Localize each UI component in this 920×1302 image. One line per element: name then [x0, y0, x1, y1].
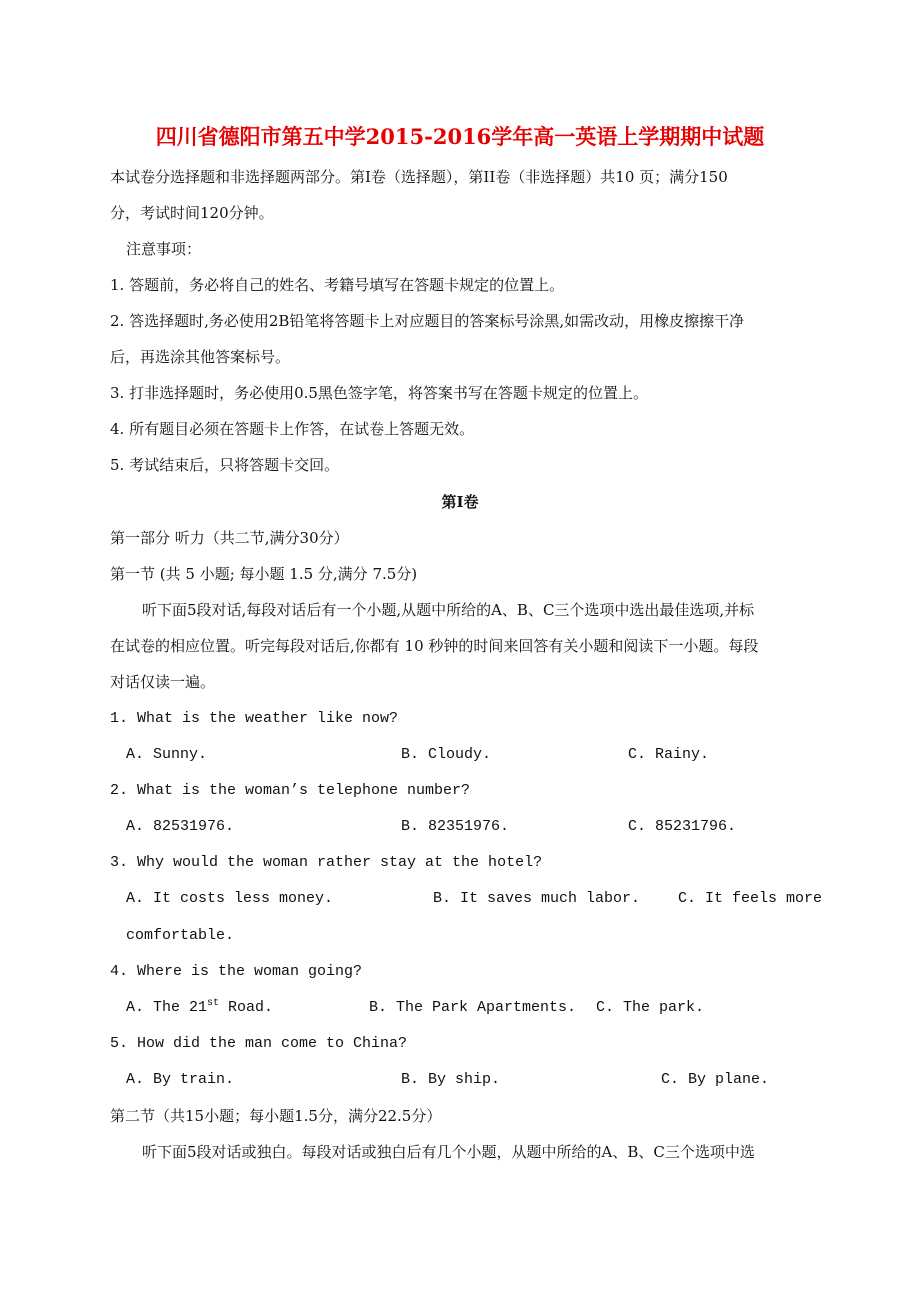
question-3-stem: 3. Why would the woman rather stay at the hotel? — [110, 854, 543, 871]
notes-heading: 注意事项： — [126, 240, 202, 258]
question-2-option-a: A. 82531976. — [126, 818, 235, 835]
question-4-option-a — [126, 998, 273, 1018]
question-4-option-a-ordinal: st — [207, 998, 220, 1009]
question-4-option-b: B. The Park Apartments. — [369, 999, 577, 1016]
section1-instruction-1: 听下面5段对话,每段对话后有一个小题,从题中所给的A、B、C三个选项中选出最佳选项,并标 — [142, 601, 755, 619]
question-3-option-c-continued: comfortable. — [126, 927, 235, 944]
note-item-1: 1. 答题前，务必将自己的姓名、考籍号填写在答题卡规定的位置上。 — [110, 276, 565, 294]
note-item-2a: 2. 答选择题时,务必使用2B铅笔将答题卡上对应题目的答案标号涂黑,如需改动，用橡皮擦擦干净 — [110, 312, 745, 330]
question-5-option-a: A. By train. — [126, 1071, 235, 1088]
volume-heading: 第Ⅰ卷 — [441, 493, 479, 511]
question-3-option-a: A. It costs less money. — [126, 890, 334, 907]
section1-instruction-3: 对话仅读一遍。 — [110, 673, 216, 691]
note-item-4: 4. 所有题目必须在答题卡上作答，在试卷上答题无效。 — [110, 420, 475, 438]
intro-line-1: 本试卷分选择题和非选择题两部分。第Ⅰ卷（选择题），第II卷（非选择题）共10 页；满分150 — [110, 168, 728, 186]
part1-heading: 第一部分 听力（共二节,满分30分） — [110, 529, 349, 547]
question-3-option-b: B. It saves much labor. — [433, 890, 641, 907]
question-5-option-b: B. By ship. — [401, 1071, 501, 1088]
question-1-stem: 1. What is the weather like now? — [110, 710, 399, 727]
section2-instruction-1: 听下面5段对话或独白。每段对话或独白后有几个小题，从题中所给的A、B、C三个选项中选 — [142, 1143, 755, 1161]
question-5-stem: 5. How did the man come to China? — [110, 1035, 408, 1052]
note-item-5: 5. 考试结束后，只将答题卡交回。 — [110, 456, 340, 474]
question-5-option-c: C. By plane. — [661, 1071, 770, 1088]
question-4-option-a-text-end: Road. — [219, 999, 274, 1016]
question-4-option-c: C. The park. — [596, 999, 705, 1016]
question-2-option-c: C. 85231796. — [628, 818, 737, 835]
intro-line-2: 分，考试时间120分钟。 — [110, 204, 274, 222]
section1-heading: 第一节 (共 5 小题; 每小题 1.5 分,满分 7.5分) — [110, 565, 418, 583]
section2-heading: 第二节（共15小题；每小题1.5分，满分22.5分） — [110, 1107, 442, 1125]
question-2-option-b: B. 82351976. — [401, 818, 510, 835]
question-4-stem: 4. Where is the woman going? — [110, 963, 363, 980]
question-4-option-a-text: A. The 21 — [126, 999, 208, 1016]
question-1-option-c: C. Rainy. — [628, 746, 710, 763]
question-3-option-c: C. It feels more — [678, 890, 823, 907]
page-title: 四川省德阳市第五中学2015-2016学年高一英语上学期期中试题 — [155, 124, 765, 149]
question-1-option-b: B. Cloudy. — [401, 746, 492, 763]
section1-instruction-2: 在试卷的相应位置。听完每段对话后,你都有 10 秒钟的时间来回答有关小题和阅读下一小题。每段 — [110, 637, 759, 655]
question-2-stem: 2. What is the woman’s telephone number? — [110, 782, 471, 799]
note-item-2b: 后，再选涂其他答案标号。 — [110, 348, 291, 366]
note-item-3: 3. 打非选择题时，务必使用0.5黑色签字笔，将答案书写在答题卡规定的位置上。 — [110, 384, 648, 402]
question-1-option-a: A. Sunny. — [126, 746, 208, 763]
